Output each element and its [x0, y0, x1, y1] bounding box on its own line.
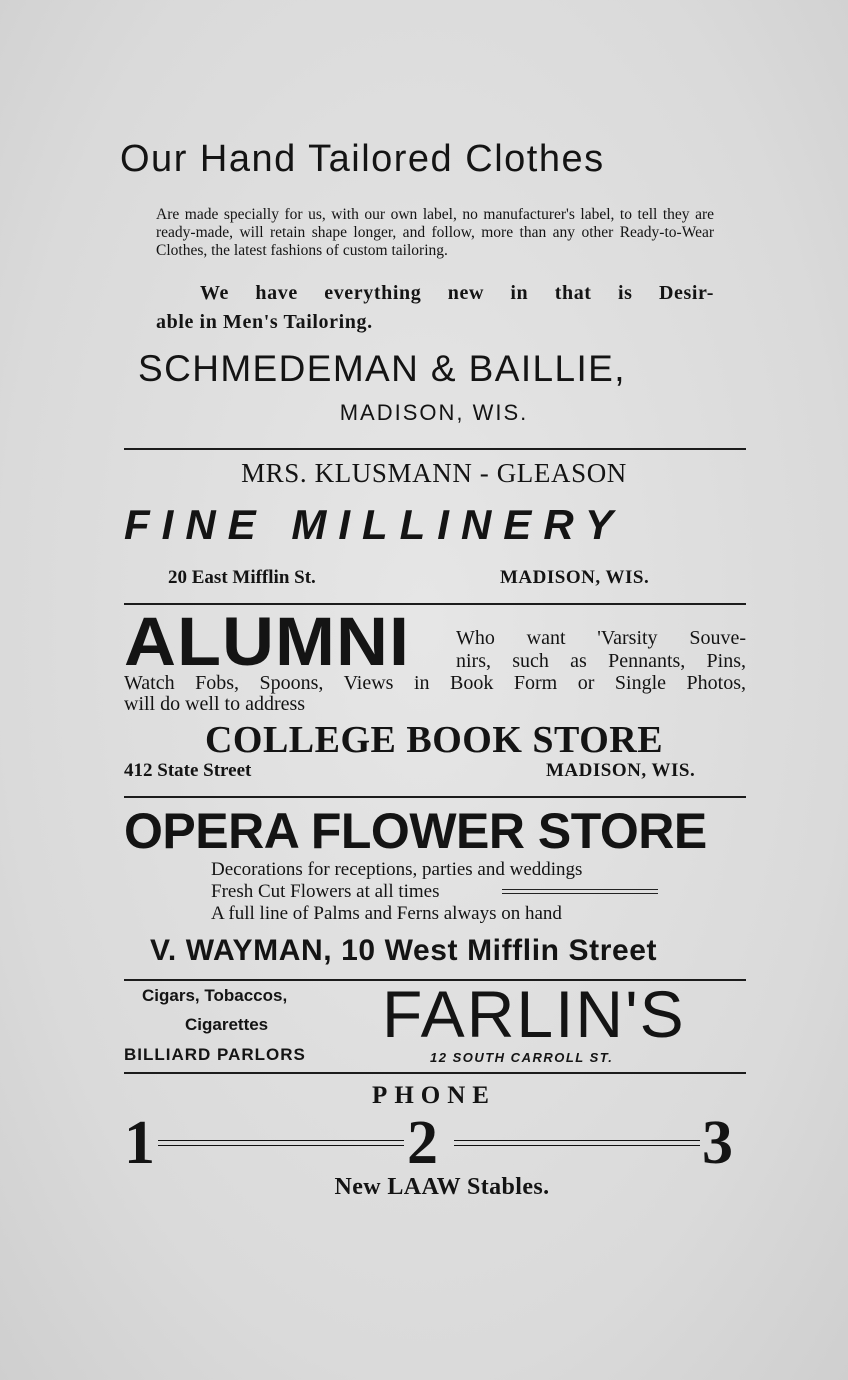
- stables-ad-phone-digit-2: 2: [407, 1109, 438, 1177]
- double-rule: [502, 889, 658, 894]
- clothes-ad-city: MADISON, WIS.: [339, 400, 529, 425]
- farlins-ad-line3: BILLIARD PARLORS: [124, 1045, 306, 1064]
- stables-ad-phone-label: PHONE: [372, 1082, 496, 1109]
- farlins-ad-address: 12 SOUTH CARROLL ST.: [430, 1050, 614, 1065]
- millinery-ad-heading: FINE MILLINERY: [124, 501, 625, 548]
- bookstore-ad-address: 412 State Street: [124, 760, 252, 781]
- divider-rule: [124, 796, 746, 798]
- clothes-ad-firm-name: SCHMEDEMAN & BAILLIE,: [138, 348, 626, 389]
- farlins-ad-line2: Cigarettes: [185, 1015, 269, 1034]
- flower-ad-line1: Decorations for receptions, parties and weddings: [211, 859, 583, 880]
- flower-ad-signature: V. WAYMAN, 10 West Mifflin Street: [150, 934, 658, 967]
- millinery-ad-city: MADISON, WIS.: [500, 567, 650, 588]
- flower-ad-line3: A full line of Palms and Ferns always on hand: [211, 903, 562, 924]
- millinery-ad-proprietor: MRS. KLUSMANN - GLEASON: [241, 458, 627, 488]
- flower-ad-heading: OPERA FLOWER STORE: [124, 803, 707, 859]
- stables-ad-name: New LAAW Stables.: [334, 1174, 550, 1200]
- stables-ad-phone-digit-3: 3: [702, 1109, 733, 1177]
- divider-rule: [124, 448, 746, 450]
- farlins-ad-line1: Cigars, Tobaccos,: [142, 986, 288, 1005]
- double-rule: [158, 1140, 404, 1146]
- flower-ad-line2: Fresh Cut Flowers at all times: [211, 881, 440, 902]
- clothes-ad-highlight-line1: We have everything new in that is Desir-: [200, 282, 714, 304]
- bookstore-ad-line2: nirs, such as Pennants, Pins,: [456, 650, 746, 672]
- double-rule: [454, 1140, 700, 1146]
- stables-ad-phone-digit-1: 1: [124, 1109, 155, 1177]
- farlins-ad-name: FARLIN'S: [382, 977, 686, 1051]
- bookstore-ad-line4: will do well to address: [124, 693, 306, 715]
- millinery-ad-address: 20 East Mifflin St.: [168, 567, 316, 588]
- clothes-ad-body: Are made specially for us, with our own label, no manufacturer's label, to tell they are ready-made, will retain shape longer, and follow, more than any other Ready-to-Wear Clothes, the latest fashions of custom tailoring.: [156, 206, 714, 259]
- bookstore-ad-heading: ALUMNI: [124, 604, 410, 681]
- bookstore-ad-store-name: COLLEGE BOOK STORE: [204, 719, 664, 761]
- clothes-ad-highlight-line2: able in Men's Tailoring.: [156, 311, 373, 333]
- bookstore-ad-line1: Who want 'Varsity Souve-: [456, 627, 746, 649]
- clothes-ad-heading: Our Hand Tailored Clothes: [120, 138, 605, 180]
- bookstore-ad-city: MADISON, WIS.: [546, 760, 696, 781]
- divider-rule: [124, 1072, 746, 1074]
- bookstore-ad-line3: Watch Fobs, Spoons, Views in Book Form or Single Photos,: [124, 672, 746, 694]
